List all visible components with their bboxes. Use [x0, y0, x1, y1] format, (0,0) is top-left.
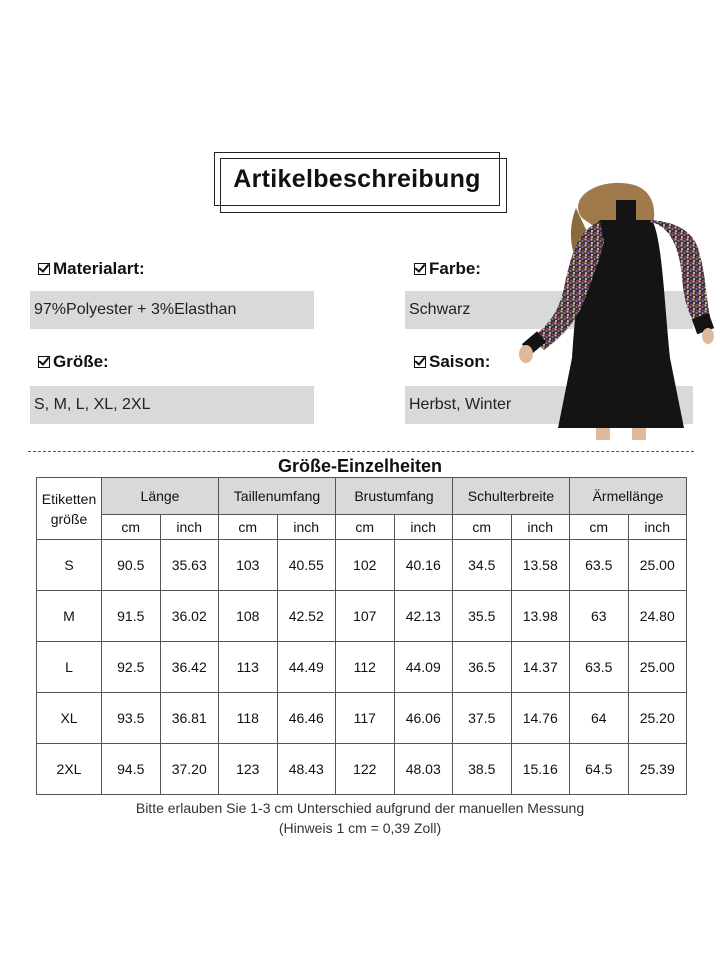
unit-cm: cm [336, 515, 395, 540]
unit-cm: cm [570, 515, 629, 540]
size-cell: S [37, 540, 102, 591]
table-row [37, 540, 687, 591]
checkbox-icon [414, 356, 426, 368]
value-cell: 36.02 [160, 591, 219, 642]
value-cell: 40.55 [277, 540, 336, 591]
value-cell: 25.00 [628, 540, 687, 591]
value-cell: 91.5 [102, 591, 161, 642]
size-table-title: Größe-Einzelheiten [277, 456, 443, 476]
table-row [37, 591, 687, 642]
value-cell: 63 [570, 591, 629, 642]
value-cell: 14.76 [511, 693, 570, 744]
color-label [414, 259, 481, 279]
value-cell: 48.43 [277, 744, 336, 795]
value-cell: 13.58 [511, 540, 570, 591]
unit-inch: inch [277, 515, 336, 540]
tag-size-header: Etiketten größe [37, 478, 102, 540]
unit-inch: inch [160, 515, 219, 540]
season-label-text: Saison: [429, 352, 491, 371]
value-cell: 35.5 [453, 591, 512, 642]
value-cell: 118 [219, 693, 278, 744]
value-cell: 117 [336, 693, 395, 744]
value-cell: 63.5 [570, 642, 629, 693]
measurement-note: Bitte erlauben Sie 1-3 cm Unterschied aufgrund der manuellen Messung [135, 800, 585, 816]
value-cell: 44.49 [277, 642, 336, 693]
value-cell: 108 [219, 591, 278, 642]
title-box [214, 152, 500, 206]
value-cell: 37.5 [453, 693, 512, 744]
conversion-note: (Hinweis 1 cm = 0,39 Zoll) [278, 820, 442, 836]
value-cell: 107 [336, 591, 395, 642]
dress-product-image [512, 178, 718, 440]
size-table-header-row [37, 478, 687, 515]
value-cell: 64 [570, 693, 629, 744]
table-row [37, 642, 687, 693]
column-header-brustumfang: Brustumfang [336, 478, 453, 515]
value-cell: 46.06 [394, 693, 453, 744]
value-cell: 92.5 [102, 642, 161, 693]
value-cell: 42.52 [277, 591, 336, 642]
unit-cm: cm [102, 515, 161, 540]
value-cell: 36.5 [453, 642, 512, 693]
value-cell: 46.46 [277, 693, 336, 744]
value-cell: 13.98 [511, 591, 570, 642]
value-cell: 34.5 [453, 540, 512, 591]
table-row [37, 693, 687, 744]
size-cell: XL [37, 693, 102, 744]
dashed-divider [28, 451, 694, 452]
page-title: Artikelbeschreibung [233, 165, 481, 193]
size-cell: M [37, 591, 102, 642]
checkbox-icon [38, 356, 50, 368]
unit-cm: cm [453, 515, 512, 540]
size-label-text: Größe: [53, 352, 109, 371]
value-cell: 25.00 [628, 642, 687, 693]
value-cell: 123 [219, 744, 278, 795]
value-cell: 122 [336, 744, 395, 795]
season-label [414, 352, 490, 372]
value-cell: 42.13 [394, 591, 453, 642]
table-row [37, 744, 687, 795]
season-value: Herbst, Winter [405, 386, 693, 424]
checkbox-icon [414, 263, 426, 275]
column-header-aermellaenge: Ärmellänge [570, 478, 687, 515]
value-cell: 94.5 [102, 744, 161, 795]
size-table-unit-row [37, 515, 687, 540]
size-value: S, M, L, XL, 2XL [30, 386, 314, 424]
value-cell: 103 [219, 540, 278, 591]
value-cell: 36.81 [160, 693, 219, 744]
column-header-taillenumfang: Taillenumfang [219, 478, 336, 515]
value-cell: 15.16 [511, 744, 570, 795]
unit-cm: cm [219, 515, 278, 540]
material-value: 97%Polyester + 3%Elasthan [30, 291, 314, 329]
value-cell: 44.09 [394, 642, 453, 693]
value-cell: 102 [336, 540, 395, 591]
column-header-laenge: Länge [102, 478, 219, 515]
size-cell: 2XL [37, 744, 102, 795]
value-cell: 37.20 [160, 744, 219, 795]
value-cell: 25.39 [628, 744, 687, 795]
value-cell: 113 [219, 642, 278, 693]
value-cell: 93.5 [102, 693, 161, 744]
color-label-text: Farbe: [429, 259, 481, 278]
value-cell: 112 [336, 642, 395, 693]
size-table [36, 477, 687, 795]
size-label [38, 352, 109, 372]
color-value: Schwarz [405, 291, 693, 329]
value-cell: 90.5 [102, 540, 161, 591]
checkbox-icon [38, 263, 50, 275]
unit-inch: inch [628, 515, 687, 540]
column-header-schulterbreite: Schulterbreite [453, 478, 570, 515]
value-cell: 48.03 [394, 744, 453, 795]
size-cell: L [37, 642, 102, 693]
unit-inch: inch [394, 515, 453, 540]
value-cell: 40.16 [394, 540, 453, 591]
value-cell: 38.5 [453, 744, 512, 795]
value-cell: 36.42 [160, 642, 219, 693]
unit-inch: inch [511, 515, 570, 540]
material-label-text: Materialart: [53, 259, 145, 278]
value-cell: 64.5 [570, 744, 629, 795]
value-cell: 25.20 [628, 693, 687, 744]
value-cell: 14.37 [511, 642, 570, 693]
value-cell: 63.5 [570, 540, 629, 591]
material-label [38, 259, 145, 279]
value-cell: 24.80 [628, 591, 687, 642]
value-cell: 35.63 [160, 540, 219, 591]
